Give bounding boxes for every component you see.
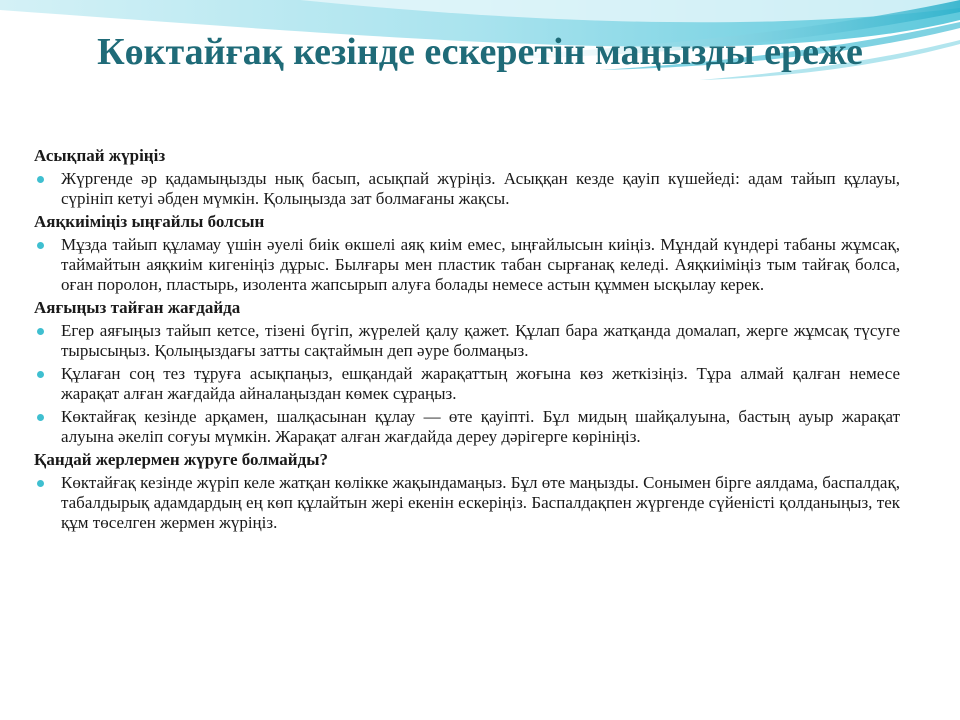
bullet-text: Құлаған соң тез тұруға асықпаңыз, ешқандай жарақаттың жоғына көз жеткізіңіз. Тұра алмай қалған немесе жарақат алған жағдайда айналаңыздан көмек сұраңыз. — [61, 364, 900, 403]
bullet-list — [34, 169, 900, 209]
bullet-list — [34, 473, 900, 533]
slide-title: Көктайғақ кезінде ескеретін маңызды ереже — [97, 31, 863, 73]
section-heading: Асықпай жүріңіз — [34, 146, 166, 165]
bullet-text: Көктайғақ кезінде жүріп келе жатқан көлікке жақындамаңыз. Бұл өте маңызды. Сонымен бірге аялдама, баспалдақ, табалдырық адамдардың ең көп құлайтын жері екенін ескеріңіз. Баспалдақпен жүргенде сүйеністі қолданыңыз, тек құм төселген жермен жүріңіз. — [61, 473, 900, 532]
bullet-text: Жүргенде әр қадамыңызды нық басып, асықпай жүріңіз. Асыққан кезде қауіп күшейеді: адам тайып құлауы, сүрініп кетуі әбден мүмкін. Қолыңызда зат болмағаны жақсы. — [61, 169, 900, 208]
bullet-item — [34, 169, 900, 209]
bullet-text: Егер аяғыңыз тайып кетсе, тізені бүгіп, жүрелей қалу қажет. Құлап бара жатқанда домалап, жерге жұмсақ түсуге тырысыңыз. Қолыңыздағы затты сақтаймын деп әуре болмаңыз. — [61, 321, 900, 360]
bullet-dot-icon — [37, 176, 44, 183]
bullet-dot-icon — [37, 328, 44, 335]
section-heading: Қандай жерлермен жүруге болмайды? — [34, 450, 328, 469]
slide-body — [34, 146, 900, 536]
bullet-item — [34, 235, 900, 295]
bullet-dot-icon — [37, 242, 44, 249]
bullet-dot-icon — [37, 371, 44, 378]
bullet-item — [34, 473, 900, 533]
bullet-list — [34, 321, 900, 447]
bullet-item — [34, 321, 900, 361]
section-heading: Аяқкиіміңіз ыңғайлы болсын — [34, 212, 265, 231]
section-heading: Аяғыңыз тайған жағдайда — [34, 298, 241, 317]
bullet-text: Көктайғақ кезінде арқамен, шалқасынан құлау — өте қауіпті. Бұл мидың шайқалуына, бастың ауыр жарақат алуына әкеліп соғуы мүмкін. Жарақат алған жағдайда дереу дәрігерге көрініңіз. — [61, 407, 900, 446]
bullet-item — [34, 407, 900, 447]
bullet-text: Мұзда тайып құламау үшін әуелі биік өкшелі аяқ киім емес, ыңғайлысын киіңіз. Мұндай күндері табаны жұмсақ, таймайтын аяқкиім кигеніңіз дұрыс. Былғары мен пластик табан сырғанақ келеді. Аяқкиіміңіз тым тайғақ болса, оған поролон, пластырь, изолента жапсырып алуға болады немесе астын құммен ысқылау керек. — [61, 235, 900, 294]
bullet-dot-icon — [37, 480, 44, 487]
bullet-dot-icon — [37, 414, 44, 421]
bullet-item — [34, 364, 900, 404]
bullet-list — [34, 235, 900, 295]
